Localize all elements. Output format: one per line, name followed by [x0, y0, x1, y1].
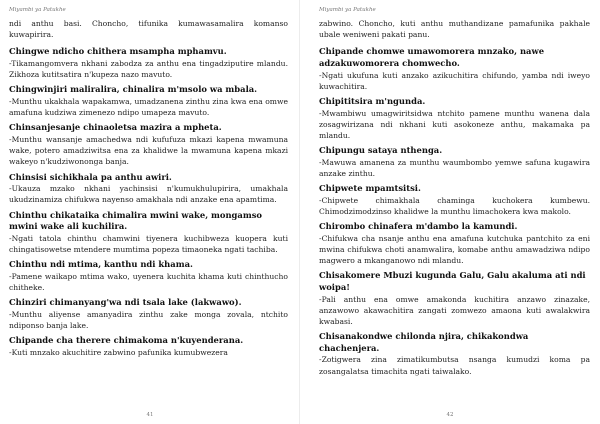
proverb-entry	[9, 122, 288, 167]
proverb-entry	[9, 297, 288, 331]
right-page	[300, 0, 600, 424]
proverb-entry	[9, 172, 288, 206]
proverb-entry	[319, 96, 590, 141]
proverb-entry	[319, 270, 590, 327]
proverb-entry	[319, 145, 590, 179]
proverb-heading: Chinziri chimanyang'wa ndi tsala lake (lakwawo).	[9, 297, 242, 308]
proverb-explanation: -Zotigwera zina zimatikumbutsa nsanga kumudzi koma pa zosangalatsa timachita ngati taiwalako.	[319, 355, 590, 376]
proverb-explanation: -Ukauza mzako nkhani yachinsisi n'kumukhulupirira, umakhala ukudzinamiza chifukwa nayenso amakhala ndi anzake ena apamtima.	[9, 184, 288, 205]
proverb-list	[9, 18, 288, 358]
proverb-explanation: -Mawuwa amanena za munthu waumbombo yemwe safuna kugawira anzake zinthu.	[319, 157, 590, 178]
proverb-entry	[319, 46, 590, 92]
proverb-heading: Chipwete mpamtsitsi.	[319, 183, 421, 194]
proverb-entry	[9, 259, 288, 293]
proverb-explanation: -Ngati tatola chinthu chamwini tiyenera kuchibweza kuopera kuti chingatisowetse mtendere mumtima popeza timaoneka ngati tachiba.	[9, 233, 288, 254]
page-number: 41	[146, 412, 154, 418]
proverb-heading: Chisanakondwe chilonda njira, chikakondwa chachenjera.	[319, 331, 529, 353]
page-number: 42	[446, 412, 454, 418]
proverb-explanation: -Munthu wansanje amachedwa ndi kufufuza mkazi kapena mwamuna wake, potero amadziwitsa ena za khalidwe la mwamuna kapena mkazi wakeyo n'kudziwononga banja.	[9, 135, 288, 167]
proverb-explanation: -Kuti mnzako akuchitire zabwino pafunika kumubwezera	[9, 347, 228, 357]
proverb-heading: Chinsisi sichikhala pa anthu awiri.	[9, 171, 172, 182]
continuation-text: ndi anthu basi. Choncho, tifunika kumawasamalira komanso kuwapirira.	[9, 19, 288, 40]
proverb-entry	[9, 335, 288, 358]
proverb-entry	[9, 46, 288, 80]
proverb-heading: Chisakomere Mbuzi kugunda Galu, Galu akaluma ati ndi woipa!	[319, 270, 586, 292]
proverb-entry	[9, 84, 288, 118]
proverb-explanation: -Pamene waikapo mtima wako, uyenera kuchita khama kuti chinthucho chitheke.	[9, 271, 288, 292]
proverb-explanation: -Mwambiwu umagwiritsidwa ntchito pamene munthu wanena dala zosagwirizana ndi nkhani kuti asokoneze anthu, makamaka pa mlandu.	[319, 108, 590, 140]
proverb-explanation: -Munthu ukakhala wapakamwa, umadzanena zinthu zina kwa ena omwe amafuna kudziwa zimenezo ndipo umapeza mavuto.	[9, 97, 288, 118]
proverb-explanation: -Munthu aliyense amanyadira zinthu zake monga zovala, ntchito ndiponso banja lake.	[9, 309, 288, 330]
proverb-explanation: -Chifukwa cha nsanje anthu ena amafuna kutchuka pantchito za eni mwina chifukwa choti anamwalira, komabe anthu amawadziwa ndipo magwero a mkanganowo ndi mlandu.	[319, 233, 590, 266]
continuation-text: zabwino. Choncho, kuti anthu muthandizane pamafunika pakhale ubale weniweni pakati panu.	[319, 19, 590, 40]
proverb-explanation: -Pali anthu ena omwe amakonda kuchitira anzawo zinazake, anzawowo akawachitira zangati zomwezo amaona kuti awalakwira kwabasi.	[319, 294, 590, 326]
proverb-heading: Chirombo chinafera m'dambo la kamundi.	[319, 221, 518, 232]
running-head: Miyambi ya Patukhe	[9, 7, 66, 13]
proverb-heading: Chinsanjesanje chinaoletsa mazira a mpheta.	[9, 122, 222, 133]
proverb-entry	[9, 210, 288, 256]
proverb-heading: Chingwe ndicho chithera msampha mphamvu.	[9, 46, 227, 57]
proverb-explanation: -Ngati ukufuna kuti anzako azikuchitira chifundo, yamba ndi iweyo kuwachitira.	[319, 70, 590, 91]
proverb-heading: Chinthu chikataika chimalira mwini wake, mongamso mwini wake ali kuchilira.	[9, 209, 263, 232]
proverb-list	[319, 18, 590, 377]
proverb-entry	[319, 183, 590, 217]
running-head: Miyambi ya Patukhe	[319, 7, 376, 13]
proverb-heading: Chingwinjiri maliralira, chinalira m'msolo wa mbala.	[9, 84, 258, 95]
proverb-heading: Chipande cha therere chimakoma n'kuyenderana.	[9, 335, 244, 346]
proverb-entry	[319, 221, 590, 266]
proverb-heading: Chinthu ndi mtima, kanthu ndi khama.	[9, 259, 193, 270]
proverb-heading: Chipititsira m'ngunda.	[319, 96, 426, 106]
proverb-explanation: -Tikamangomvera nkhani zabodza za anthu ena tingadziputire mlandu. Zikhoza kutitsatira n'kupeza nazo mavuto.	[9, 59, 288, 80]
proverb-explanation: -Chipwete chimakhala chaminga kuchokera kumbewu. Chimodzimodzinso khalidwe la munthu limachokera kwa makolo.	[319, 195, 590, 216]
proverb-heading: Chipande chomwe umawomorera mnzako, nawe adzakuwomorera chomwecho.	[319, 46, 545, 68]
proverb-heading: Chipungu sataya nthenga.	[319, 145, 443, 156]
proverb-entry	[319, 331, 590, 377]
